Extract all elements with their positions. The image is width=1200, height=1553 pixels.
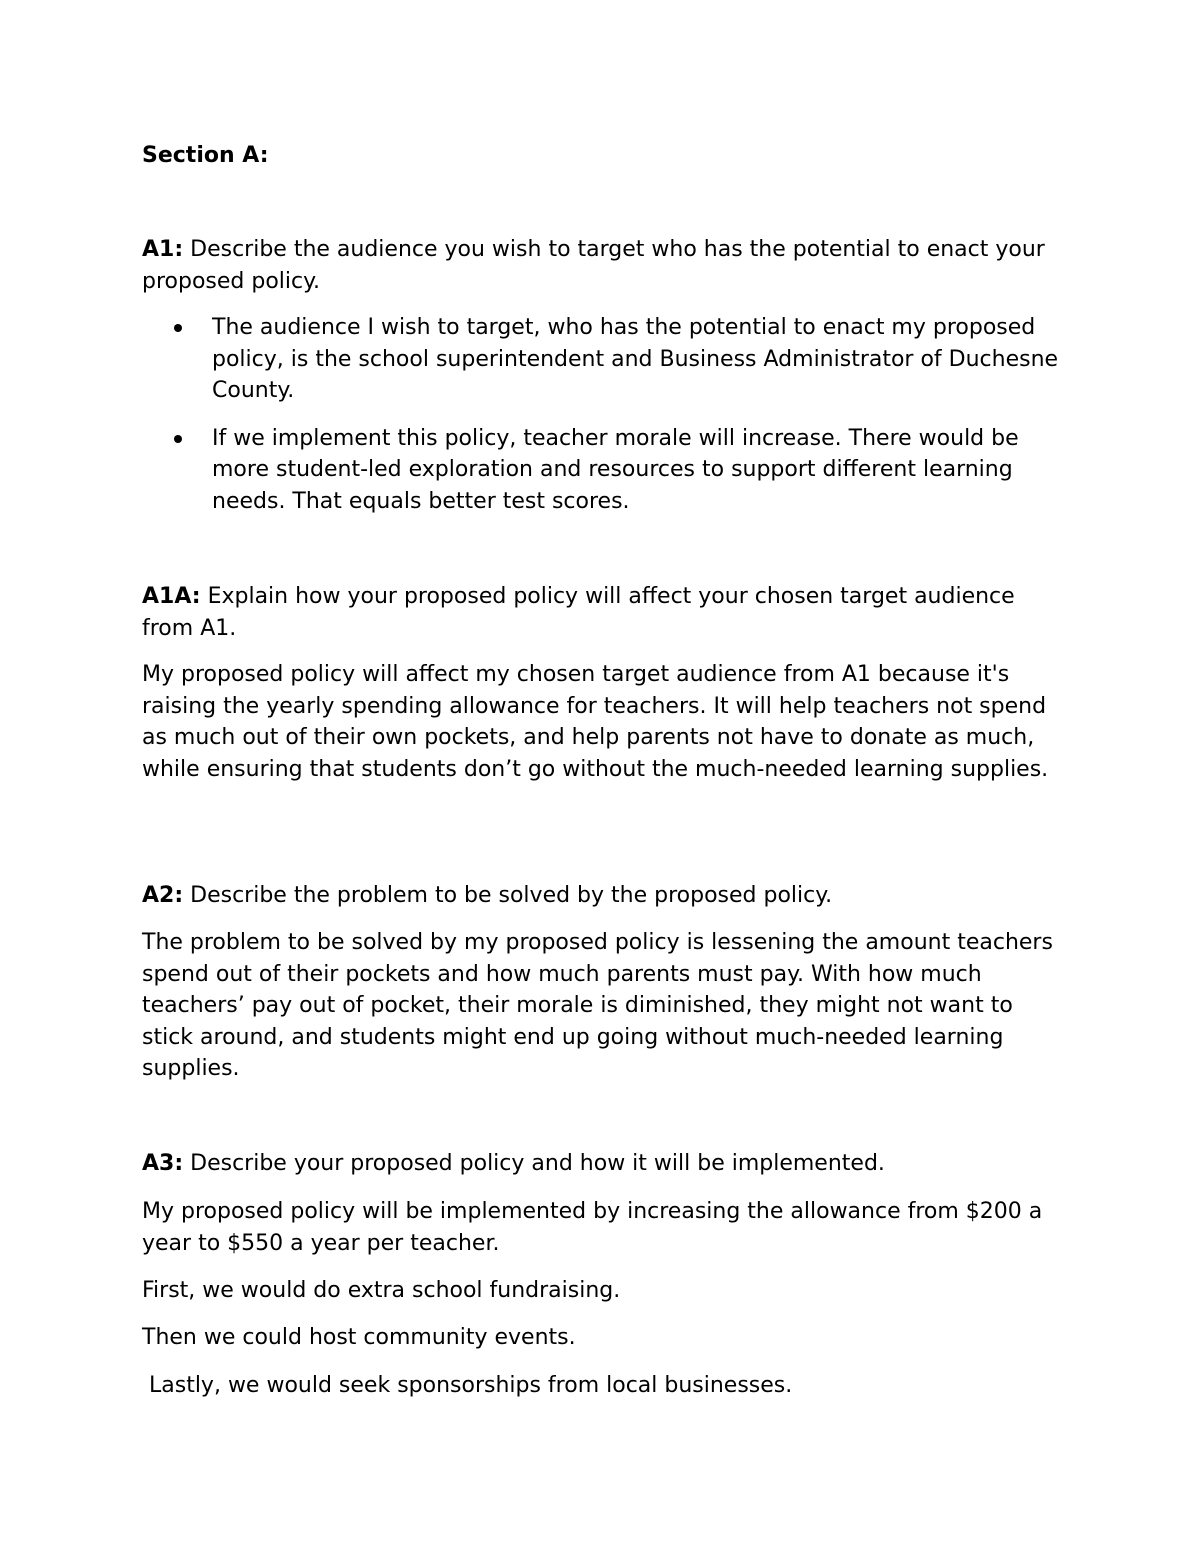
a2-answer: The problem to be solved by my proposed policy is lessening the amount teachers spend out of their pockets and how much parents must pay. With how much teachers’ pay out of pocket, their morale is diminished, they might not want to stick around, and students might end up going without much-needed learning supplies. bbox=[142, 930, 1053, 1081]
a1-question bbox=[142, 234, 1062, 297]
a3-step: First, we would do extra school fundraising. bbox=[142, 1278, 621, 1303]
bullet-icon bbox=[174, 324, 182, 332]
a2-question bbox=[142, 880, 1062, 912]
a2-question-text: Describe the problem to be solved by the proposed policy. bbox=[183, 883, 833, 908]
a2-label: A2: bbox=[142, 883, 184, 908]
bullet-icon bbox=[174, 435, 182, 443]
a1a-question bbox=[142, 581, 1062, 644]
a1a-label: A1A: bbox=[142, 584, 201, 609]
a3-step: Then we could host community events. bbox=[142, 1325, 576, 1350]
section-title: Section A: bbox=[142, 143, 269, 168]
a1a-answer: My proposed policy will affect my chosen target audience from A1 because it's raising the yearly spending allowance for teachers. It will help teachers not spend as much out of their own pockets, and help parents not have to donate as much, while ensuring that students don’t go without the much-needed learning supplies. bbox=[142, 662, 1049, 782]
a3-question-text: Describe your proposed policy and how it will be implemented. bbox=[183, 1151, 885, 1176]
a1-label: A1: bbox=[142, 237, 184, 262]
a1-question-text: Describe the audience you wish to target who has the potential to enact your proposed policy. bbox=[142, 237, 1045, 294]
a1a-question-text: Explain how your proposed policy will affect your chosen target audience from A1. bbox=[142, 584, 1015, 641]
a1-bullet-text: If we implement this policy, teacher morale will increase. There would be more student-led exploration and resources to support different learning needs. That equals better test scores. bbox=[212, 425, 1019, 514]
a1-bullet-list bbox=[142, 312, 1062, 533]
a3-label: A3: bbox=[142, 1151, 184, 1176]
a3-answer: My proposed policy will be implemented by increasing the allowance from $200 a year to $550 a year per teacher. bbox=[142, 1199, 1043, 1256]
a1-bullet-text: The audience I wish to target, who has the potential to enact my proposed policy, is the school superintendent and Business Administrator of Duchesne County. bbox=[212, 315, 1059, 403]
a3-step: Lastly, we would seek sponsorships from local businesses. bbox=[142, 1373, 793, 1398]
list-item bbox=[142, 423, 1062, 518]
a3-question bbox=[142, 1148, 1062, 1180]
list-item bbox=[142, 312, 1062, 407]
